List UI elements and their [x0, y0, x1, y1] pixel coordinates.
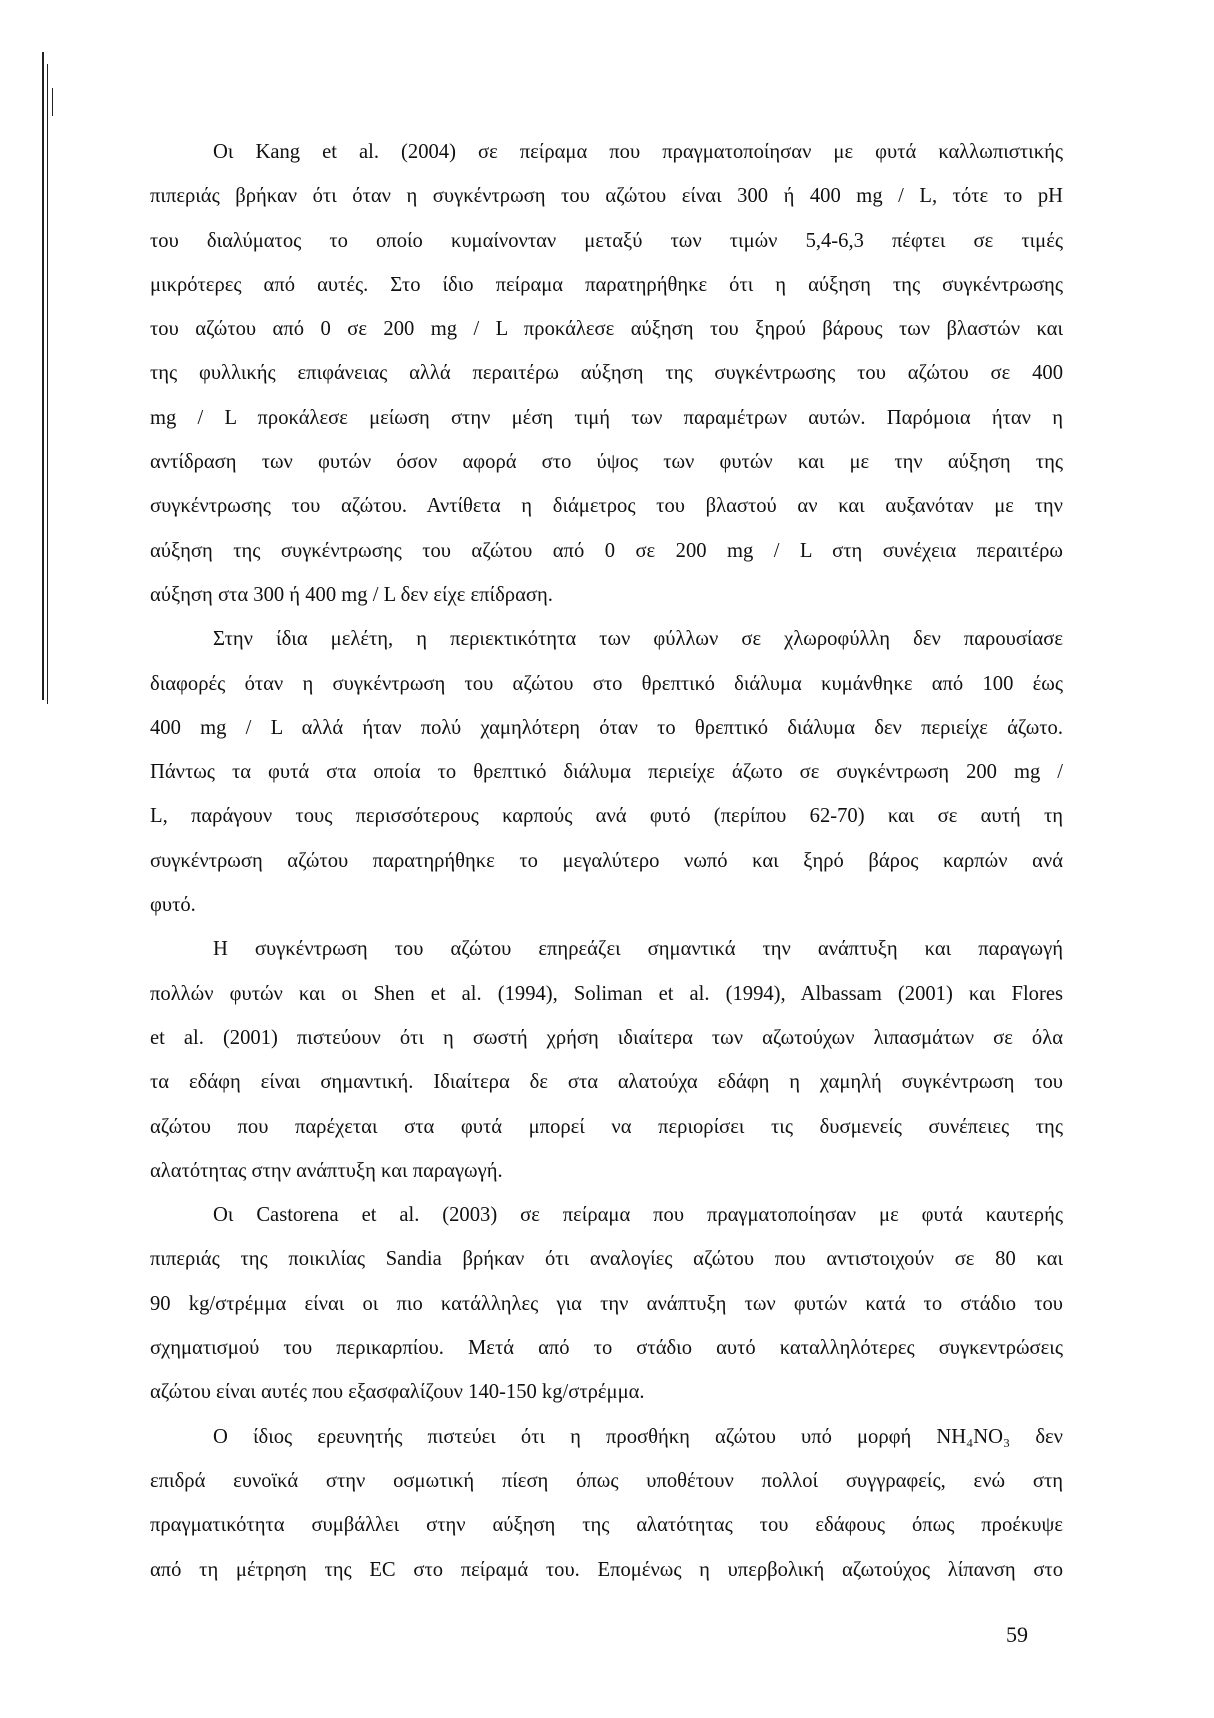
text-line: πιπεριάς βρήκαν ότι όταν η συγκέντρωση του αζώτου είναι 300 ή 400 mg / L, τότε το pH: [150, 185, 1063, 208]
text-line: αζώτου είναι αυτές που εξασφαλίζουν 140-150 kg/στρέμμα.: [150, 1381, 645, 1404]
text-line: Οι Kang et al. (2004) σε πείραμα που πραγματοποίησαν με φυτά καλλωπιστικής: [213, 141, 1063, 163]
text-line: πολλών φυτών και οι Shen et al. (1994), Soliman et al. (1994), Albassam (2001) και Flores: [150, 982, 1063, 1005]
text-line: et al. (2001) πιστεύουν ότι η σωστή χρήση ιδιαίτερα των αζωτούχων λιπασμάτων σε όλα: [150, 1026, 1063, 1049]
text-line: mg / L προκάλεσε μείωση στην μέση τιμή των παραμέτρων αυτών. Παρόμοια ήταν η: [150, 406, 1063, 429]
text-line: μικρότερες από αυτές. Στο ίδιο πείραμα παρατηρήθηκε ότι η αύξηση της συγκέντρωσης: [150, 273, 1063, 296]
text-line: του αζώτου από 0 σε 200 mg / L προκάλεσε αύξηση του ξηρού βάρους των βλαστών και: [150, 318, 1063, 341]
document-body: [150, 130, 1063, 1592]
text-line: τα εδάφη είναι σημαντική. Ιδιαίτερα δε στα αλατούχα εδάφη η χαμηλή συγκέντρωση του: [150, 1071, 1063, 1094]
text-line: της φυλλικής επιφάνειας αλλά περαιτέρω αύξηση της συγκέντρωσης του αζώτου σε 400: [150, 362, 1063, 385]
text-line: Οι Castorena et al. (2003) σε πείραμα που πραγματοποίησαν με φυτά καυτερής: [213, 1204, 1063, 1227]
text-line: Πάντως τα φυτά στα οποία το θρεπτικό διάλυμα περιείχε άζωτο σε συγκέντρωση 200 mg /: [150, 761, 1063, 784]
text-line: Ο ίδιος ερευνητής πιστεύει ότι η προσθήκη αζώτου υπό μορφή NH₄NO₃ δεν: [213, 1425, 1063, 1448]
text-line: φυτό.: [150, 894, 196, 917]
text-line: σχηματισμού του περικαρπίου. Μετά από το στάδιο αυτό καταλληλότερες συγκεντρώσεις: [150, 1337, 1063, 1360]
text-line: διαφορές όταν η συγκέντρωση του αζώτου στο θρεπτικό διάλυμα κυμάνθηκε από 100 έως: [150, 672, 1063, 695]
scan-edge-line: [47, 64, 48, 704]
text-line: αντίδραση των φυτών όσον αφορά στο ύψος των φυτών και με την αύξηση της: [150, 451, 1063, 474]
text-line: του διαλύματος το οποίο κυμαίνονταν μεταξύ των τιμών 5,4-6,3 πέφτει σε τιμές: [150, 229, 1063, 252]
page-number: 59: [1006, 1622, 1028, 1647]
text-line: 400 mg / L αλλά ήταν πολύ χαμηλότερη όταν το θρεπτικό διάλυμα δεν περιείχε άζωτο.: [150, 716, 1063, 739]
text-line: αύξηση στα 300 ή 400 mg / L δεν είχε επίδραση.: [150, 583, 553, 606]
text-line: Στην ίδια μελέτη, η περιεκτικότητα των φύλλων σε χλωροφύλλη δεν παρουσίασε: [213, 628, 1063, 651]
text-line: από τη μέτρηση της EC στο πείραμά του. Επομένως η υπερβολική αζωτούχος λίπανση στο: [150, 1558, 1063, 1581]
text-line: αύξηση της συγκέντρωσης του αζώτου από 0 σε 200 mg / L στη συνέχεια περαιτέρω: [150, 539, 1063, 562]
text-line: αζώτου που παρέχεται στα φυτά μπορεί να περιορίσει τις δυσμενείς συνέπειες της: [150, 1115, 1063, 1138]
text-line: συγκέντρωσης του αζώτου. Αντίθετα η διάμετρος του βλαστού αν και αυξανόταν με την: [150, 495, 1063, 518]
text-line: πιπεριάς της ποικιλίας Sandia βρήκαν ότι αναλογίες αζώτου που αντιστοιχούν σε 80 και: [150, 1248, 1063, 1271]
text-line: πραγματικότητα συμβάλλει στην αύξηση της αλατότητας του εδάφους όπως προέκυψε: [150, 1514, 1063, 1537]
text-line: L, παράγουν τους περισσότερους καρπούς ανά φυτό (περίπου 62-70) και σε αυτή τη: [150, 805, 1063, 828]
text-line: αλατότητας στην ανάπτυξη και παραγωγή.: [150, 1159, 503, 1182]
text-line: επιδρά ευνοϊκά στην οσμωτική πίεση όπως υποθέτουν πολλοί συγγραφείς, ενώ στη: [150, 1469, 1063, 1492]
scan-edge-line: [42, 52, 44, 700]
text-line: συγκέντρωση αζώτου παρατηρήθηκε το μεγαλύτερο νωπό και ξηρό βάρος καρπών ανά: [150, 849, 1063, 872]
scan-edge-line: [52, 88, 53, 116]
text-line: 90 kg/στρέμμα είναι οι πιο κατάλληλες για την ανάπτυξη των φυτών κατά το στάδιο του: [150, 1292, 1063, 1315]
text-line: Η συγκέντρωση του αζώτου επηρεάζει σημαντικά την ανάπτυξη και παραγωγή: [213, 938, 1063, 961]
